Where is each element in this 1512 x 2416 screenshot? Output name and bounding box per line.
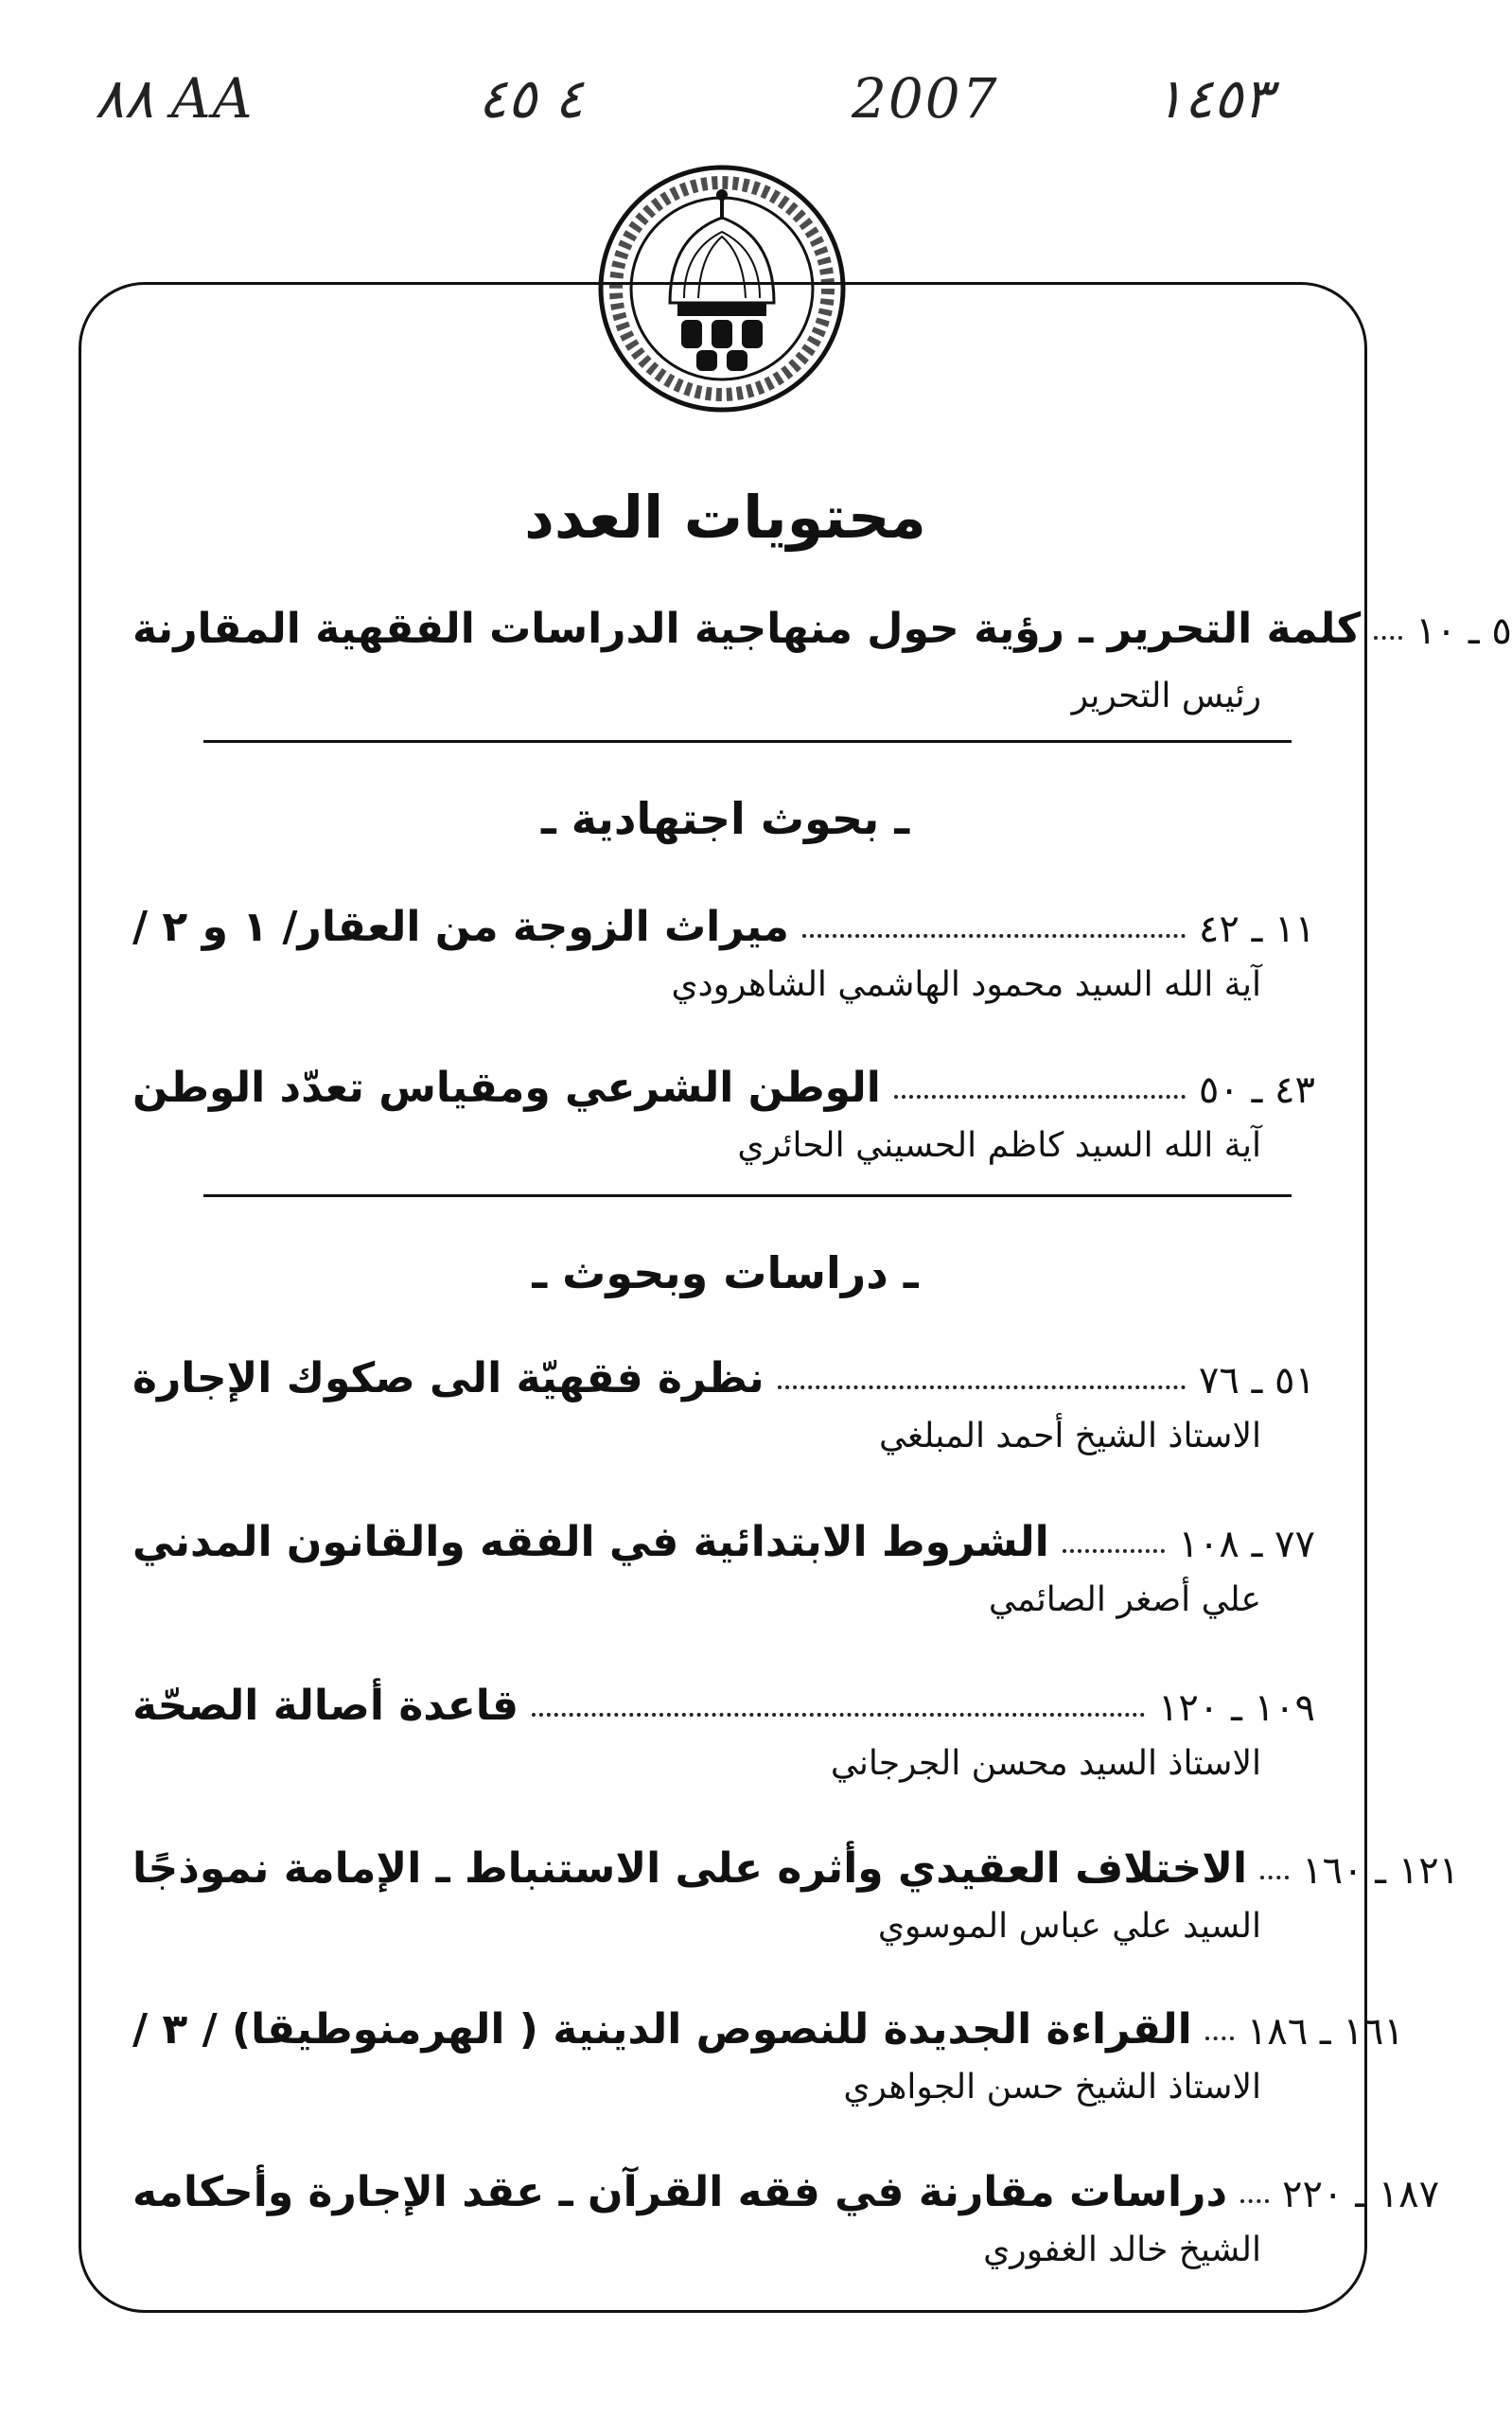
entry-author: الاستاذ الشيخ أحمد المبلغي — [879, 1417, 1261, 1455]
entry-pages: ١١ ـ ٤٢ — [1198, 908, 1315, 951]
handwritten-code-middle: ٤ ٤٥ — [478, 66, 584, 131]
toc-entry — [132, 1500, 1315, 1566]
leader-dots — [778, 1385, 1186, 1389]
entry-pages: ١٦١ ـ ١٨٦ — [1246, 2010, 1404, 2054]
entry-pages: ١٨٧ ـ ٢٢٠ — [1282, 2173, 1440, 2216]
entry-pages: ٤٣ ـ ٥٠ — [1198, 1068, 1315, 1112]
toc-entry-editorial — [132, 587, 1512, 653]
handwritten-code-left: ٨٨ AA — [95, 66, 255, 131]
entry-title: نظرة فقهيّة الى صكوك الإجارة — [132, 1354, 765, 1402]
entry-pages: ٧٧ ـ ١٠٨ — [1178, 1523, 1315, 1566]
leader-dots — [894, 1095, 1186, 1099]
entry-title: الوطن الشرعي ومقياس تعدّد الوطن — [132, 1064, 881, 1112]
entry-title: القراءة الجديدة للنصوص الدينية ( الهرمنوطيقا) / ٣ / — [132, 2005, 1192, 2054]
entry-author: آية الله السيد محمود الهاشمي الشاهرودي — [671, 965, 1261, 1004]
entry-pages: ٥١ ـ ٧٦ — [1198, 1359, 1315, 1402]
toc-entry — [132, 1664, 1315, 1730]
entry-author: آية الله السيد كاظم الحسيني الحائري — [737, 1126, 1261, 1165]
entry-title: قاعدة أصالة الصحّة — [132, 1682, 519, 1730]
leader-dots — [802, 934, 1186, 938]
toc-entry — [132, 1046, 1315, 1112]
section-divider — [203, 740, 1292, 743]
toc-entry — [132, 2150, 1440, 2216]
handwritten-number: ١٤٥٣ — [1154, 66, 1273, 131]
page-title: محتويات العدد — [524, 483, 926, 552]
entry-title: ميراث الزوجة من العقار/ ١ و ٢ / — [132, 903, 789, 951]
leader-dots — [1260, 1876, 1289, 1879]
leader-dots — [1374, 636, 1402, 640]
section-divider — [203, 1194, 1292, 1197]
entry-author: الشيخ خالد الغفوري — [983, 2231, 1261, 2269]
leader-dots — [1205, 2037, 1234, 2040]
leader-dots — [1240, 2199, 1269, 2203]
entry-pages: ١٢١ ـ ١٦٠ — [1302, 1849, 1460, 1893]
entry-author: الاستاذ الشيخ حسن الجواهري — [843, 2068, 1261, 2107]
leader-dots — [532, 1713, 1145, 1717]
toc-entry — [132, 1987, 1404, 2054]
entry-title: الاختلاف العقيدي وأثره على الاستنباط ـ الإمامة نموذجًا — [132, 1844, 1248, 1893]
entry-title: كلمة التحرير ـ رؤية حول منهاجية الدراسات الفقهية المقارنة — [132, 605, 1362, 653]
handwritten-year: 2007 — [852, 66, 999, 131]
section-heading: ـ بحوث اجتهادية ـ — [540, 793, 910, 844]
entry-pages: ٥ ـ ١٠ — [1415, 609, 1512, 653]
section-heading: ـ دراسات وبحوث ـ — [532, 1247, 919, 1298]
entry-author: الاستاذ السيد محسن الجرجاني — [830, 1744, 1261, 1783]
entry-author: السيد علي عباس الموسوي — [877, 1907, 1261, 1946]
entry-pages: ١٠٩ ـ ١٢٠ — [1157, 1686, 1315, 1730]
toc-entry — [132, 1336, 1315, 1402]
leader-dots — [1063, 1549, 1166, 1553]
entry-title: الشروط الابتدائية في الفقه والقانون المدني — [132, 1518, 1049, 1566]
toc-entry — [132, 885, 1315, 951]
entry-title: دراسات مقارنة في فقه القرآن ـ عقد الإجارة وأحكامه — [132, 2168, 1228, 2216]
entry-author: رئيس التحرير — [1071, 677, 1261, 715]
toc-entry — [132, 1826, 1460, 1893]
entry-author: علي أصغر الصائمي — [988, 1580, 1261, 1619]
